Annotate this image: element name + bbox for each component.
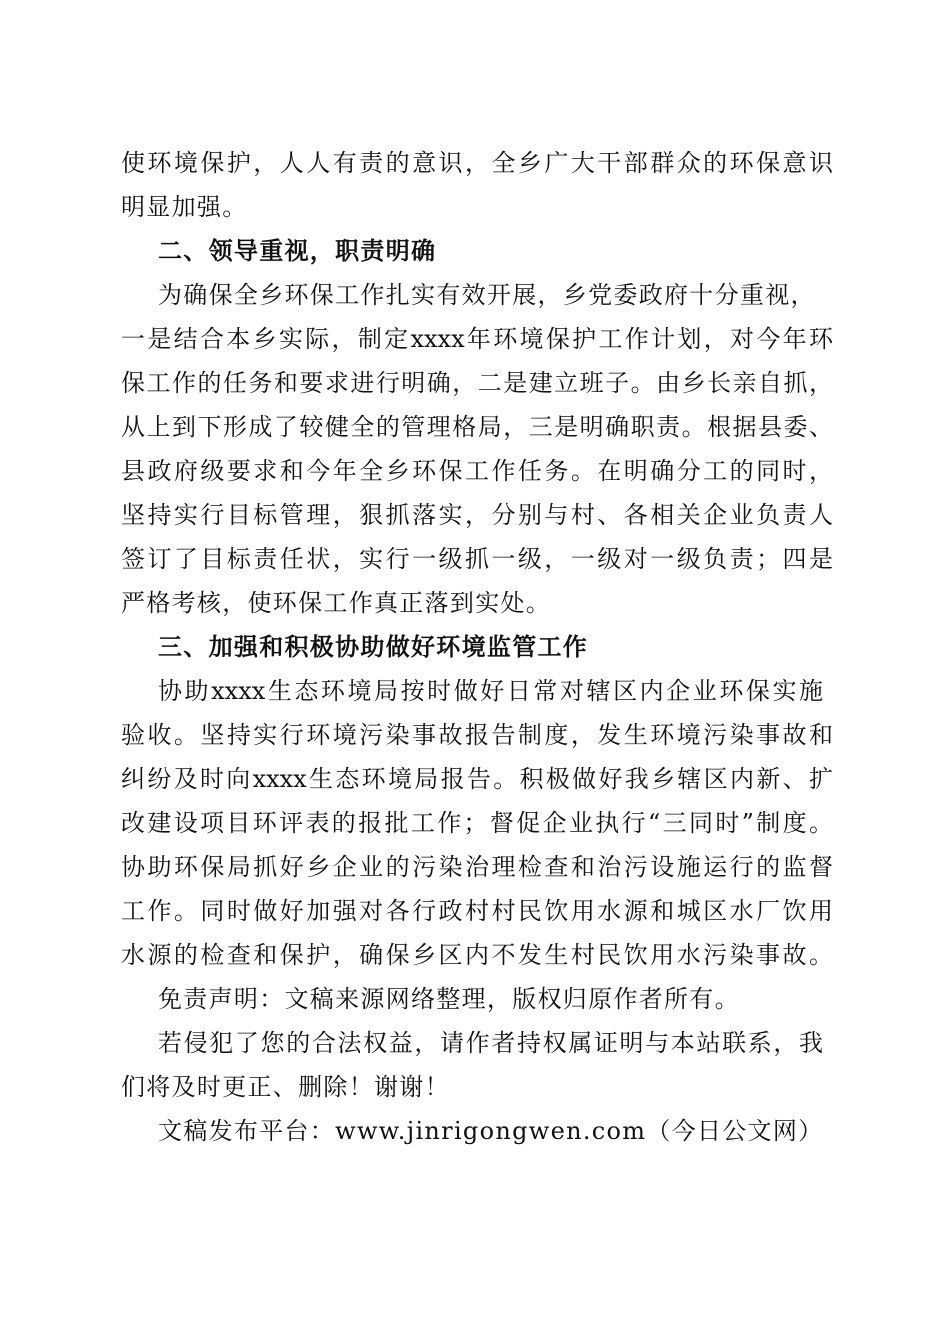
paragraph-line: 验收。坚持实行环境污染事故报告制度，发生环境污染事故和 — [121, 721, 833, 749]
paragraph-line: 纠纷及时向xxxx生态环境局报告。积极做好我乡辖区内新、扩 — [121, 765, 833, 793]
paragraph-line: 协助xxxx生态环境局按时做好日常对辖区内企业环保实施 — [158, 677, 823, 705]
paragraph-line: 协助环保局抓好乡企业的污染治理检查和治污设施运行的监督 — [121, 853, 833, 881]
paragraph-line: 水源的检查和保护，确保乡区内不发生村民饮用水污染事故。 — [121, 941, 833, 969]
paragraph-line: 改建设项目环评表的报批工作；督促企业执行“三同时”制度。 — [121, 809, 833, 837]
paragraph-line: 保工作的任务和要求进行明确，二是建立班子。由乡长亲自抓， — [121, 369, 833, 397]
paragraph-line: 一是结合本乡实际，制定xxxx年环境保护工作计划，对今年环 — [121, 325, 833, 353]
paragraph-line: 签订了目标责任状，实行一级抓一级，一级对一级负责；四是 — [121, 545, 833, 573]
paragraph-line: 明显加强。 — [121, 193, 248, 221]
paragraph-line: 使环境保护，人人有责的意识，全乡广大干部群众的环保意识 — [121, 149, 833, 177]
section-heading: 二、领导重视，职责明确 — [158, 237, 437, 265]
publisher-line: 文稿发布平台：www.jinrigongwen.com（今日公文网） — [158, 1117, 824, 1145]
paragraph-line: 工作。同时做好加强对各行政村村民饮用水源和城区水厂饮用 — [121, 897, 833, 925]
paragraph-line: 为确保全乡环保工作扎实有效开展，乡党委政府十分重视， — [158, 281, 816, 309]
disclaimer-line: 若侵犯了您的合法权益，请作者持权属证明与本站联系，我 — [158, 1029, 823, 1057]
paragraph-line: 县政府级要求和今年全乡环保工作任务。在明确分工的同时， — [121, 457, 833, 485]
paragraph-line: 严格考核，使环保工作真正落到实处。 — [121, 589, 552, 617]
disclaimer-line: 们将及时更正、删除！谢谢！ — [121, 1073, 450, 1101]
disclaimer-line: 免责声明：文稿来源网络整理，版权归原作者所有。 — [158, 985, 740, 1013]
paragraph-line: 从上到下形成了较健全的管理格局，三是明确职责。根据县委、 — [121, 413, 833, 441]
section-heading: 三、加强和积极协助做好环境监管工作 — [158, 633, 589, 661]
paragraph-line: 坚持实行目标管理，狠抓落实，分别与村、各相关企业负责人 — [121, 501, 833, 529]
